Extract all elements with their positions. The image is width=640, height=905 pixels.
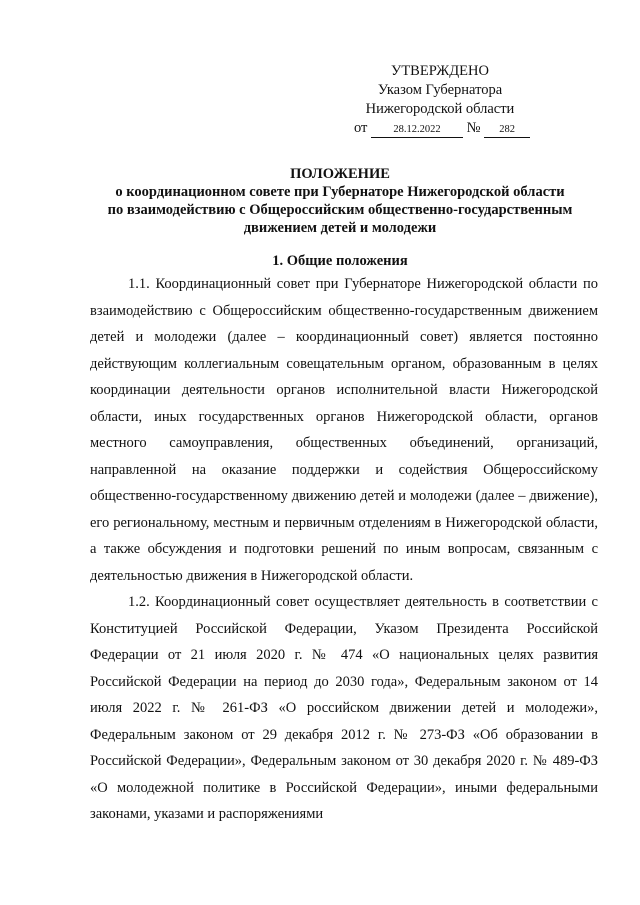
section-heading: 1. Общие положения — [272, 253, 408, 269]
region-label: Нижегородской области — [365, 101, 515, 117]
decree-number: 282 — [484, 123, 530, 138]
paragraph-1-1: 1.1. Координационный совет при Губернаторе Нижегородской области по взаимодействию с Общероссийским общественно-государственным движением детей и молодежи (далее – координационный совет) является постоянно действующим коллегиальным совещательным органом, образованным в целях координации деятельности органов исполнительной власти Нижегородской области, иных государственных органов Нижегородской области, органов местного самоуправления, общественных объединений, организаций, направленной на оказание поддержки и содействия Общероссийскому общественно-государственному движению детей и молодежи (далее – движение), его региональному, местным и первичным отделениям в Нижегородской области, а также обсуждения и подготовки решений по иным вопросам, связанным с деятельностью движения в Нижегородской области. — [90, 276, 598, 584]
approved-label: УТВЕРЖДЕНО — [391, 63, 489, 79]
decree-date: 28.12.2022 — [371, 123, 463, 138]
title-line-3: движением детей и молодежи — [243, 220, 437, 236]
decree-label: Указом Губернатора — [377, 82, 503, 98]
paragraph-1-2: 1.2. Координационный совет осуществляет деятельность в соответствии с Конституцией Российской Федерации, Указом Президента Российской Федерации от 21 июля 2020 г. № 474 «О национальных целях развития Российской Федерации на период до 2030 года», Федеральным законом от 14 июля 2022 г. № 261-ФЗ «О российском движении детей и молодежи», Федеральным законом от 29 декабря 2012 г. № 273-ФЗ «Об образовании в Российской Федерации», Федеральным законом от 30 декабря 2020 г. № 489-ФЗ «О молодежной политике в Российской Федерации», иными федеральными законами, указами и распоряжениями — [90, 594, 598, 822]
document-title — [90, 165, 590, 237]
title-line-1: о координационном совете при Губернаторе Нижегородской области — [115, 184, 565, 200]
date-number-row — [354, 119, 540, 138]
document-body — [90, 271, 598, 828]
approval-stamp — [340, 62, 540, 138]
title-heading: ПОЛОЖЕНИЕ — [290, 166, 390, 182]
from-label: от — [354, 120, 368, 136]
number-label: № — [466, 120, 481, 136]
title-line-2: по взаимодействию с Общероссийским общественно-государственным — [107, 202, 573, 218]
